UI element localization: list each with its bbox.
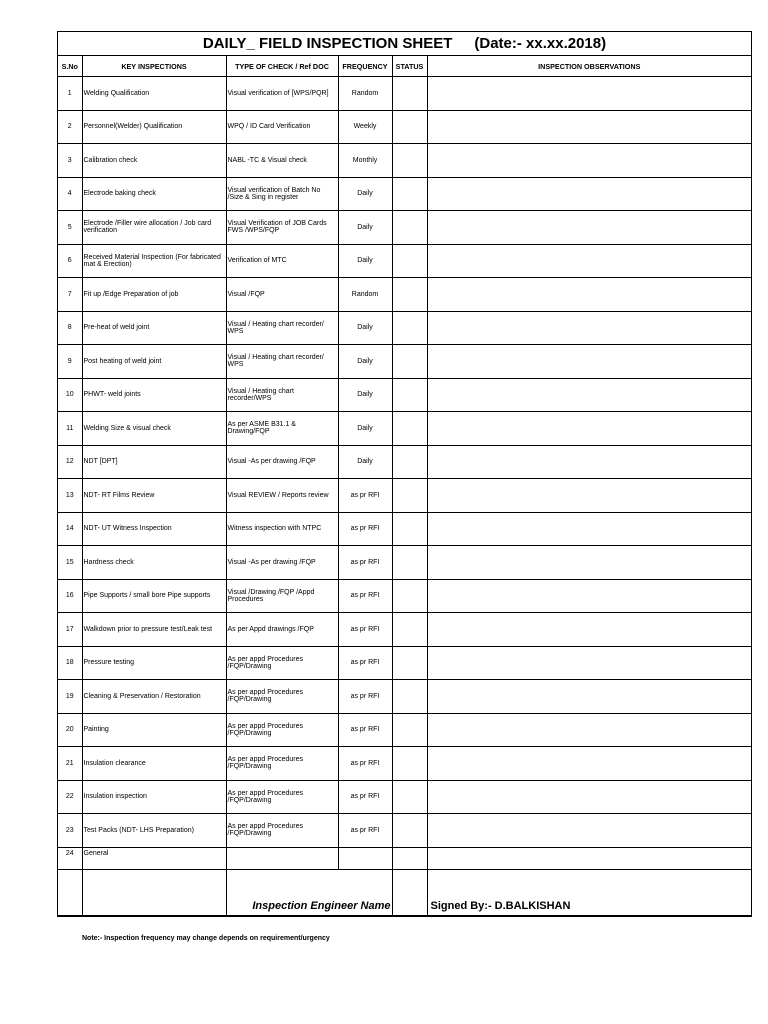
- row-frequency: Daily: [338, 378, 392, 412]
- row-status-cell[interactable]: [392, 211, 427, 245]
- row-observation-cell[interactable]: [427, 244, 751, 278]
- row-status-cell[interactable]: [392, 144, 427, 178]
- footer-blank: [82, 869, 226, 915]
- row-key-inspection: Cleaning & Preservation / Restoration: [82, 680, 226, 714]
- signed-by: Signed By:- D.BALKISHAN: [427, 869, 751, 915]
- row-sno: 16: [58, 579, 82, 613]
- row-type-of-check: As per appd Procedures /FQP/Drawing: [226, 747, 338, 781]
- table-row-general: [58, 847, 751, 869]
- row-frequency: as pr RFI: [338, 613, 392, 647]
- row-sno: 24: [58, 847, 82, 869]
- row-status-cell[interactable]: [392, 445, 427, 479]
- row-type-of-check: As per appd Procedures /FQP/Drawing: [226, 713, 338, 747]
- row-sno: 6: [58, 244, 82, 278]
- row-type-of-check: As per appd Procedures /FQP/Drawing: [226, 646, 338, 680]
- row-type-of-check: Visual / Heating chart recorder/ WPS: [226, 345, 338, 379]
- header-frequency: FREQUENCY: [338, 56, 392, 77]
- row-observation-cell[interactable]: [427, 680, 751, 714]
- table-row: [58, 77, 751, 111]
- table-row: [58, 144, 751, 178]
- row-sno: 12: [58, 445, 82, 479]
- row-observation-cell[interactable]: [427, 747, 751, 781]
- row-type-of-check: Verification of MTC: [226, 244, 338, 278]
- row-sno: 8: [58, 311, 82, 345]
- row-frequency: as pr RFI: [338, 814, 392, 848]
- row-key-inspection: Calibration check: [82, 144, 226, 178]
- row-observation-cell[interactable]: [427, 445, 751, 479]
- row-status-cell[interactable]: [392, 311, 427, 345]
- row-frequency: Random: [338, 278, 392, 312]
- table-row: [58, 445, 751, 479]
- table-row: [58, 110, 751, 144]
- row-frequency: Daily: [338, 445, 392, 479]
- inspection-engineer-label: Inspection Engineer Name: [226, 869, 392, 915]
- row-status-cell[interactable]: [392, 780, 427, 814]
- row-status-cell[interactable]: [392, 713, 427, 747]
- row-key-inspection: Electrode /Filler wire allocation / Job card verification: [82, 211, 226, 245]
- row-key-inspection: Insulation inspection: [82, 780, 226, 814]
- row-frequency: Daily: [338, 177, 392, 211]
- row-sno: 1: [58, 77, 82, 111]
- table-row: [58, 546, 751, 580]
- row-observation-cell[interactable]: [427, 479, 751, 513]
- row-type-of-check: Visual / Heating chart recorder/ WPS: [226, 311, 338, 345]
- row-sno: 9: [58, 345, 82, 379]
- row-status-cell[interactable]: [392, 546, 427, 580]
- footer-blank: [58, 869, 82, 915]
- row-type-of-check: Visual Verification of JOB Cards FWS /WPS/FQP: [226, 211, 338, 245]
- row-sno: 18: [58, 646, 82, 680]
- row-type-of-check: Witness inspection with NTPC: [226, 512, 338, 546]
- table-row: [58, 780, 751, 814]
- table-row: [58, 680, 751, 714]
- sheet-date: (Date:- xx.xx.2018): [474, 35, 607, 52]
- row-status-cell[interactable]: [392, 278, 427, 312]
- row-observation-cell[interactable]: [427, 278, 751, 312]
- row-key-inspection: Hardness check: [82, 546, 226, 580]
- row-sno: 10: [58, 378, 82, 412]
- row-sno: 21: [58, 747, 82, 781]
- row-type-of-check: As per appd Procedures /FQP/Drawing: [226, 680, 338, 714]
- table-row: [58, 244, 751, 278]
- row-status-cell[interactable]: [392, 177, 427, 211]
- row-frequency: Daily: [338, 211, 392, 245]
- row-type-of-check: Visual -As per drawing /FQP: [226, 445, 338, 479]
- row-key-inspection: Fit up /Edge Preparation of job: [82, 278, 226, 312]
- row-sno: 23: [58, 814, 82, 848]
- row-frequency: Random: [338, 77, 392, 111]
- row-sno: 7: [58, 278, 82, 312]
- row-frequency: Daily: [338, 244, 392, 278]
- row-observation-cell[interactable]: [427, 579, 751, 613]
- row-key-inspection: Pressure testing: [82, 646, 226, 680]
- row-observation-cell[interactable]: [427, 512, 751, 546]
- row-status-cell[interactable]: [392, 747, 427, 781]
- header-row: [58, 56, 751, 77]
- header-sno: S.No: [58, 56, 82, 77]
- row-type-of-check: As per appd Procedures /FQP/Drawing: [226, 814, 338, 848]
- row-type-of-check: Visual -As per drawing /FQP: [226, 546, 338, 580]
- row-observation-cell[interactable]: [427, 378, 751, 412]
- row-status-cell[interactable]: [392, 613, 427, 647]
- row-sno: 14: [58, 512, 82, 546]
- row-key-inspection: Insulation clearance: [82, 747, 226, 781]
- row-key-inspection: Walkdown prior to pressure test/Leak test: [82, 613, 226, 647]
- row-type-of-check: Visual verification of Batch No /Size & Sing in register: [226, 177, 338, 211]
- header-observations: INSPECTION OBSERVATIONS: [427, 56, 751, 77]
- row-status-cell[interactable]: [392, 412, 427, 446]
- row-sno: 2: [58, 110, 82, 144]
- table-row: [58, 646, 751, 680]
- row-sno: 20: [58, 713, 82, 747]
- row-observation-cell[interactable]: [427, 412, 751, 446]
- row-frequency: Weekly: [338, 110, 392, 144]
- row-observation-cell[interactable]: [427, 177, 751, 211]
- row-sno: 19: [58, 680, 82, 714]
- row-observation-cell[interactable]: [427, 110, 751, 144]
- row-frequency: as pr RFI: [338, 747, 392, 781]
- header-key-inspections: KEY INSPECTIONS: [82, 56, 226, 77]
- sheet-title: DAILY_ FIELD INSPECTION SHEET: [202, 35, 453, 52]
- row-status-cell[interactable]: [392, 680, 427, 714]
- header-status: STATUS: [392, 56, 427, 77]
- row-status-cell[interactable]: [392, 646, 427, 680]
- row-type-of-check: Visual verification of [WPS/PQR]: [226, 77, 338, 111]
- row-observation-cell[interactable]: [427, 144, 751, 178]
- row-frequency: as pr RFI: [338, 780, 392, 814]
- row-key-inspection: NDT- RT Films Review: [82, 479, 226, 513]
- row-type-of-check: As per Appd drawings /FQP: [226, 613, 338, 647]
- row-key-inspection: Test Packs (NDT- LHS Preparation): [82, 814, 226, 848]
- row-frequency[interactable]: [338, 847, 392, 869]
- row-status-cell[interactable]: [392, 847, 427, 869]
- row-frequency: Daily: [338, 345, 392, 379]
- inspection-sheet: [57, 31, 752, 917]
- row-status-cell[interactable]: [392, 512, 427, 546]
- header-type-of-check: TYPE OF CHECK / Ref DOC: [226, 56, 338, 77]
- row-sno: 11: [58, 412, 82, 446]
- row-sno: 22: [58, 780, 82, 814]
- table-row: [58, 211, 751, 245]
- table-row: [58, 479, 751, 513]
- row-observation-cell[interactable]: [427, 646, 751, 680]
- row-type-of-check: Visual REVIEW / Reports review: [226, 479, 338, 513]
- row-frequency: Monthly: [338, 144, 392, 178]
- row-key-inspection: NDT [DPT]: [82, 445, 226, 479]
- row-status-cell[interactable]: [392, 579, 427, 613]
- table-row: [58, 579, 751, 613]
- row-status-cell[interactable]: [392, 244, 427, 278]
- sheet-title-row: [58, 32, 751, 56]
- row-frequency: as pr RFI: [338, 512, 392, 546]
- row-key-inspection: Welding Qualification: [82, 77, 226, 111]
- row-key-inspection: Welding Size & visual check: [82, 412, 226, 446]
- footer-blank: [392, 869, 427, 915]
- row-sno: 13: [58, 479, 82, 513]
- table-row: [58, 747, 751, 781]
- row-sno: 17: [58, 613, 82, 647]
- table-row: [58, 713, 751, 747]
- table-row: [58, 378, 751, 412]
- row-key-inspection: General: [82, 847, 226, 869]
- signature-row: [58, 869, 751, 915]
- row-type-of-check[interactable]: [226, 847, 338, 869]
- row-type-of-check: As per ASME B31.1 & Drawing/FQP: [226, 412, 338, 446]
- row-status-cell[interactable]: [392, 345, 427, 379]
- row-key-inspection: NDT- UT Witness Inspection: [82, 512, 226, 546]
- row-key-inspection: Received Material Inspection (For fabricated mat & Erection): [82, 244, 226, 278]
- row-frequency: as pr RFI: [338, 546, 392, 580]
- inspection-table: [58, 56, 751, 916]
- row-status-cell[interactable]: [392, 110, 427, 144]
- row-status-cell[interactable]: [392, 378, 427, 412]
- row-observation-cell[interactable]: [427, 780, 751, 814]
- row-observation-cell[interactable]: [427, 211, 751, 245]
- row-status-cell[interactable]: [392, 814, 427, 848]
- row-type-of-check: Visual / Heating chart recorder/WPS: [226, 378, 338, 412]
- row-key-inspection: Pre-heat of weld joint: [82, 311, 226, 345]
- row-frequency: Daily: [338, 311, 392, 345]
- row-observation-cell[interactable]: [427, 814, 751, 848]
- row-key-inspection: Post heating of weld joint: [82, 345, 226, 379]
- row-observation-cell[interactable]: [427, 546, 751, 580]
- row-type-of-check: Visual /FQP: [226, 278, 338, 312]
- row-type-of-check: As per appd Procedures /FQP/Drawing: [226, 780, 338, 814]
- table-row: [58, 345, 751, 379]
- row-status-cell[interactable]: [392, 479, 427, 513]
- row-type-of-check: NABL -TC & Visual check: [226, 144, 338, 178]
- row-key-inspection: Personnel(Welder) Qualification: [82, 110, 226, 144]
- table-row: [58, 412, 751, 446]
- row-key-inspection: Electrode baking check: [82, 177, 226, 211]
- row-sno: 5: [58, 211, 82, 245]
- row-frequency: as pr RFI: [338, 646, 392, 680]
- row-sno: 4: [58, 177, 82, 211]
- table-body: [58, 77, 751, 916]
- row-frequency: Daily: [338, 412, 392, 446]
- table-row: [58, 311, 751, 345]
- table-row: [58, 814, 751, 848]
- row-frequency: as pr RFI: [338, 479, 392, 513]
- row-observation-cell[interactable]: [427, 847, 751, 869]
- table-row: [58, 278, 751, 312]
- row-key-inspection: PHWT- weld joints: [82, 378, 226, 412]
- row-status-cell[interactable]: [392, 77, 427, 111]
- row-type-of-check: WPQ / ID Card Verification: [226, 110, 338, 144]
- row-sno: 15: [58, 546, 82, 580]
- footnote: Note:- Inspection frequency may change depends on requirement/urgency: [82, 935, 330, 942]
- row-observation-cell[interactable]: [427, 345, 751, 379]
- table-row: [58, 613, 751, 647]
- row-sno: 3: [58, 144, 82, 178]
- row-key-inspection: Painting: [82, 713, 226, 747]
- row-observation-cell[interactable]: [427, 311, 751, 345]
- row-frequency: as pr RFI: [338, 579, 392, 613]
- table-row: [58, 177, 751, 211]
- row-observation-cell[interactable]: [427, 613, 751, 647]
- row-frequency: as pr RFI: [338, 713, 392, 747]
- row-type-of-check: Visual /Drawing /FQP /Appd Procedures: [226, 579, 338, 613]
- row-observation-cell[interactable]: [427, 713, 751, 747]
- table-row: [58, 512, 751, 546]
- row-key-inspection: Pipe Supports / small bore Pipe supports: [82, 579, 226, 613]
- row-frequency: as pr RFI: [338, 680, 392, 714]
- row-observation-cell[interactable]: [427, 77, 751, 111]
